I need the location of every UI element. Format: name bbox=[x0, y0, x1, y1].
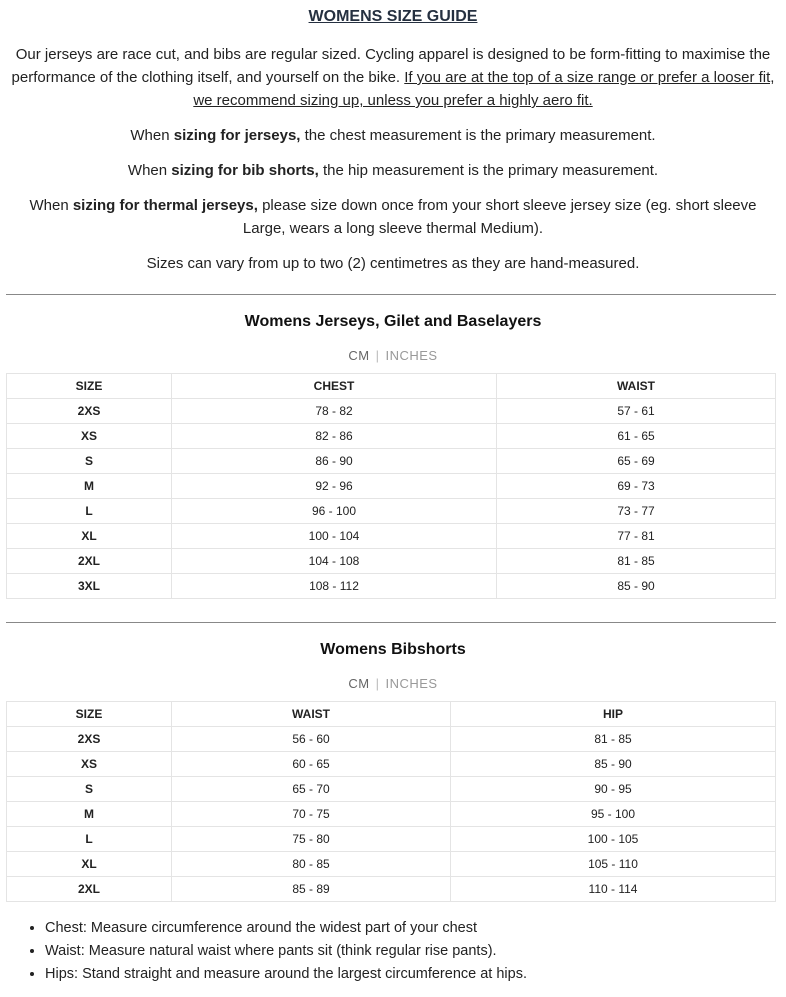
size-cell: XL bbox=[7, 524, 172, 549]
intro-paragraph bbox=[0, 43, 786, 112]
table-header-row bbox=[7, 702, 776, 727]
measurement-guide-list bbox=[0, 917, 527, 986]
column-header: WAIST bbox=[497, 374, 776, 399]
table-row bbox=[7, 777, 776, 802]
size-cell: L bbox=[7, 499, 172, 524]
table-heading-bibshorts: Womens Bibshorts bbox=[320, 641, 466, 658]
measurement-cell: 85 - 89 bbox=[172, 877, 451, 902]
table-row bbox=[7, 474, 776, 499]
list-item: • Hips: Stand straight and measure around the largest circumference at hips. bbox=[45, 963, 527, 986]
size-cell: L bbox=[7, 827, 172, 852]
table-row bbox=[7, 727, 776, 752]
list-item: • Waist: Measure natural waist where pants sit (think regular rise pants). bbox=[45, 940, 527, 963]
measurement-cell: 61 - 65 bbox=[497, 424, 776, 449]
table-row bbox=[7, 549, 776, 574]
note-bold: sizing for jerseys, bbox=[173, 127, 301, 144]
column-header: HIP bbox=[451, 702, 776, 727]
unit-toggle bbox=[0, 348, 786, 363]
measurement-cell: 75 - 80 bbox=[172, 827, 451, 852]
note-text: the hip measurement is the primary measurement. bbox=[318, 162, 659, 179]
measurement-cell: 82 - 86 bbox=[172, 424, 497, 449]
page-title: WOMENS SIZE GUIDE bbox=[308, 8, 478, 25]
unit-cm-button[interactable]: CM bbox=[348, 676, 370, 691]
measurement-cell: 81 - 85 bbox=[451, 727, 776, 752]
size-cell: M bbox=[7, 474, 172, 499]
table-row bbox=[7, 852, 776, 877]
jerseys-size-table bbox=[6, 373, 776, 599]
size-cell: XS bbox=[7, 424, 172, 449]
list-item: • Chest: Measure circumference around the widest part of your chest bbox=[45, 917, 527, 940]
table-row bbox=[7, 449, 776, 474]
unit-inches-button[interactable]: INCHES bbox=[385, 676, 438, 691]
measurement-cell: 100 - 105 bbox=[451, 827, 776, 852]
size-cell: XL bbox=[7, 852, 172, 877]
unit-cm-button[interactable]: CM bbox=[348, 348, 370, 363]
unit-toggle bbox=[0, 676, 786, 691]
unit-inches-button[interactable]: INCHES bbox=[385, 348, 438, 363]
measurement-cell: 60 - 65 bbox=[172, 752, 451, 777]
measurement-cell: 100 - 104 bbox=[172, 524, 497, 549]
measurement-cell: 80 - 85 bbox=[172, 852, 451, 877]
table-header-row bbox=[7, 374, 776, 399]
bibs-note bbox=[0, 159, 786, 182]
measurement-cell: 90 - 95 bbox=[451, 777, 776, 802]
measurement-cell: 110 - 114 bbox=[451, 877, 776, 902]
table-row bbox=[7, 424, 776, 449]
measurement-cell: 70 - 75 bbox=[172, 802, 451, 827]
size-cell: 2XL bbox=[7, 549, 172, 574]
measurement-cell: 65 - 69 bbox=[497, 449, 776, 474]
table-row bbox=[7, 499, 776, 524]
jerseys-note bbox=[0, 124, 786, 147]
size-cell: 2XS bbox=[7, 399, 172, 424]
measurement-cell: 77 - 81 bbox=[497, 524, 776, 549]
table-row bbox=[7, 752, 776, 777]
measurement-cell: 105 - 110 bbox=[451, 852, 776, 877]
column-header: WAIST bbox=[172, 702, 451, 727]
measurement-cell: 56 - 60 bbox=[172, 727, 451, 752]
size-cell: S bbox=[7, 777, 172, 802]
measurement-cell: 78 - 82 bbox=[172, 399, 497, 424]
size-cell: S bbox=[7, 449, 172, 474]
intro-text: Our jerseys are race cut, and bibs are regular sized. Cycling apparel is designed to be form-fitting to maximise the performance of the clothing itself, and yourself on the bike. bbox=[11, 46, 771, 86]
measurement-cell: 85 - 90 bbox=[497, 574, 776, 599]
column-header: SIZE bbox=[7, 702, 172, 727]
size-cell: 3XL bbox=[7, 574, 172, 599]
measurement-cell: 95 - 100 bbox=[451, 802, 776, 827]
size-cell: 2XL bbox=[7, 877, 172, 902]
measurement-cell: 81 - 85 bbox=[497, 549, 776, 574]
measurement-cell: 104 - 108 bbox=[172, 549, 497, 574]
sizing-advice-link: If you are at the top of a size range or prefer a looser fit, we recommend sizing up, unless you prefer a highly aero fit. bbox=[193, 69, 775, 109]
table-row bbox=[7, 802, 776, 827]
divider bbox=[6, 294, 776, 295]
table-row bbox=[7, 574, 776, 599]
note-bold: sizing for thermal jerseys, bbox=[72, 197, 258, 214]
measurement-cell: 57 - 61 bbox=[497, 399, 776, 424]
unit-separator: | bbox=[375, 348, 380, 363]
measurement-cell: 85 - 90 bbox=[451, 752, 776, 777]
column-header: SIZE bbox=[7, 374, 172, 399]
table-heading-jerseys: Womens Jerseys, Gilet and Baselayers bbox=[244, 313, 542, 330]
size-cell: M bbox=[7, 802, 172, 827]
note-text: When bbox=[130, 127, 174, 144]
column-header: CHEST bbox=[172, 374, 497, 399]
variance-note: Sizes can vary from up to two (2) centimetres as they are hand-measured. bbox=[146, 255, 640, 272]
measurement-cell: 96 - 100 bbox=[172, 499, 497, 524]
size-cell: XS bbox=[7, 752, 172, 777]
thermal-note bbox=[0, 194, 786, 240]
table-row bbox=[7, 877, 776, 902]
measurement-cell: 73 - 77 bbox=[497, 499, 776, 524]
note-text: When bbox=[29, 197, 73, 214]
measurement-cell: 108 - 112 bbox=[172, 574, 497, 599]
note-text: please size down once from your short sleeve jersey size (eg. short sleeve Large, wears a long sleeve thermal Medium). bbox=[242, 197, 757, 237]
measurement-cell: 65 - 70 bbox=[172, 777, 451, 802]
unit-separator: | bbox=[375, 676, 380, 691]
measurement-cell: 69 - 73 bbox=[497, 474, 776, 499]
note-text: When bbox=[127, 162, 172, 179]
table-row bbox=[7, 399, 776, 424]
size-cell: 2XS bbox=[7, 727, 172, 752]
table-row bbox=[7, 524, 776, 549]
note-bold: sizing for bib shorts, bbox=[171, 162, 319, 179]
measurement-cell: 86 - 90 bbox=[172, 449, 497, 474]
measurement-cell: 92 - 96 bbox=[172, 474, 497, 499]
table-row bbox=[7, 827, 776, 852]
bibshorts-size-table bbox=[6, 701, 776, 902]
note-text: the chest measurement is the primary measurement. bbox=[300, 127, 656, 144]
divider bbox=[6, 622, 776, 623]
